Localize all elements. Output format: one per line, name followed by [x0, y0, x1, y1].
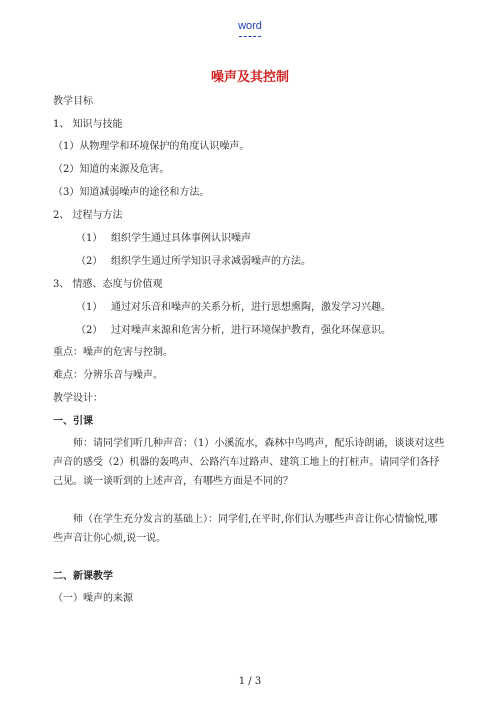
section-1-item-2: （2）知道的来源及危害。 [53, 164, 170, 175]
part-1-paragraph-1: 师：请同学们听几种声音：（1）小溪流水，森林中鸟鸣声，配乐诗朗诵，谈谈对这些声音的感受（2）机器的轰鸣声、公路汽车过路声、建筑工地上的打桩声。请同学们各抒己见。谈一谈听到的上述声音，有哪些方面是不同的？ [53, 438, 445, 487]
part-2-heading: 二、新课教学 [53, 571, 113, 582]
section-2-item-1-num: （1） [76, 233, 103, 244]
header-word-link[interactable]: word [238, 20, 262, 32]
key-point: 重点：噪声的危害与控制。 [53, 347, 173, 358]
section-3-item-2-num: （2） [76, 325, 103, 336]
part-2-subheading-1: （一）噪声的来源 [53, 593, 133, 604]
section-1-item-1: （1）从物理学和环境保护的角度认识噪声。 [53, 141, 250, 152]
section-2-item-2-num: （2） [76, 256, 103, 267]
part-1-paragraph-2: 师（在学生充分发言的基础上）：同学们,在平时,你们认为哪些声音让你心情愉悦,哪些声音让你心烦,说一说。 [53, 514, 438, 544]
teaching-design-label: 教学设计： [53, 393, 103, 404]
page-number: 1 / 3 [238, 676, 262, 687]
section-3-item-1-num: （1） [76, 302, 103, 313]
section-3-item-1-text: 通过对乐音和噪声的关系分析，进行思想熏陶，激发学习兴趣。 [111, 302, 391, 313]
section-1-item-3: （3）知道减弱噪声的途径和方法。 [53, 187, 210, 198]
document-title: 噪声及其控制 [210, 70, 289, 85]
header-divider [239, 36, 261, 37]
section-1-heading: 1、 知识与技能 [53, 119, 123, 130]
section-2-item-1-text: 组织学生通过具体事例认识噪声 [111, 233, 251, 244]
section-2-heading: 2、 过程与方法 [53, 210, 123, 221]
section-3-heading: 3、 情感、态度与价值观 [53, 279, 163, 290]
part-1-heading: 一、引课 [53, 416, 93, 427]
section-3-item-2-text: 过对噪声来源和危害分析，进行环境保护教育，强化环保意识。 [111, 325, 391, 336]
difficulty: 难点：分辨乐音与噪声。 [53, 370, 163, 381]
section-2-item-2-text: 组织学生通过所学知识寻求减弱噪声的方法。 [111, 256, 311, 267]
objectives-heading: 教学目标 [53, 96, 93, 107]
